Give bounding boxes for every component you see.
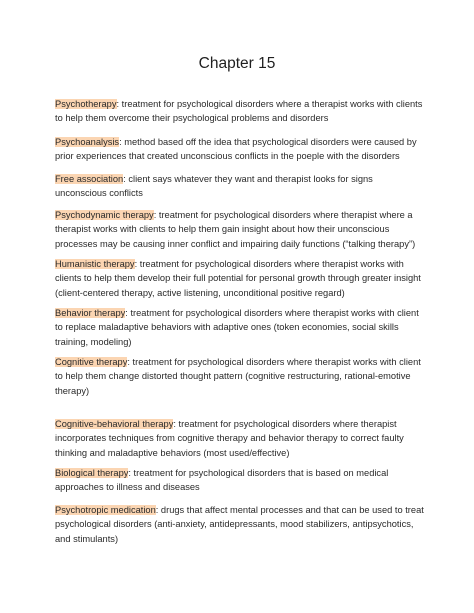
term-psychotherapy: Psychotherapy bbox=[55, 99, 117, 109]
term-free-association: Free association bbox=[55, 174, 124, 184]
definition-text: : drugs that affect mental processes and that can be used to treat psychological disorders (anti-anxiety, antidepressants, mood stabilizers, antipsychotics, and stimulants) bbox=[55, 505, 424, 544]
definition-text: : client says whatever they want and therapist looks for signs unconscious conflicts bbox=[55, 174, 373, 199]
definition-psychoanalysis bbox=[55, 135, 425, 164]
term-behavior-therapy: Behavior therapy bbox=[55, 308, 126, 318]
term-psychotropic-medication: Psychotropic medication bbox=[55, 505, 156, 515]
definition-cognitive-behavioral-therapy bbox=[55, 417, 425, 460]
definition-free-association bbox=[55, 172, 425, 201]
definition-text: : treatment for psychological disorders where therapist works with client to replace maladaptive behaviors with adaptive ones (token economies, social skills training, modeling) bbox=[55, 308, 419, 347]
definition-behavior-therapy bbox=[55, 306, 425, 349]
term-cognitive-behavioral-therapy: Cognitive-behavioral therapy bbox=[55, 419, 174, 429]
definition-text: : treatment for psychological disorders where therapist where a therapist works with clients to help them gain insight about how their unconscious processes may be causing inner conflict and impairing daily functions (“talking therapy”) bbox=[55, 210, 416, 249]
definition-biological-therapy bbox=[55, 466, 425, 495]
definition-text: : treatment for psychological disorders where therapist works with clients to help them develop their full potential for personal growth through greater insight (client-centered therapy, active listening, unconditional positive regard) bbox=[55, 259, 421, 298]
definition-text: : treatment for psychological disorders where therapist incorporates techniques from cognitive therapy and behavior therapy to correct faulty thinking and maladaptive behaviors (most used/effective) bbox=[55, 419, 404, 458]
term-humanistic-therapy: Humanistic therapy bbox=[55, 259, 135, 269]
definition-text: : treatment for psychological disorders where a therapist works with clients to help them overcome their psychological problems and disorders bbox=[55, 99, 423, 124]
definition-text: : treatment for psychological disorders where therapist works with client to help them change distorted thought pattern (cognitive restructuring, rational-emotive therapy) bbox=[55, 357, 421, 396]
term-biological-therapy: Biological therapy bbox=[55, 468, 129, 478]
definition-humanistic-therapy bbox=[55, 257, 425, 300]
term-psychoanalysis: Psychoanalysis bbox=[55, 137, 120, 147]
definition-text: : method based off the idea that psychological disorders were caused by prior experiences that created unconscious conflicts in the poeple with the disorders bbox=[55, 137, 417, 162]
page-title: Chapter 15 bbox=[198, 55, 276, 72]
definition-psychodynamic-therapy bbox=[55, 208, 425, 251]
definition-psychotropic-medication bbox=[55, 503, 425, 546]
term-psychodynamic-therapy: Psychodynamic therapy bbox=[55, 210, 154, 220]
definition-cognitive-therapy bbox=[55, 355, 425, 398]
definition-psychotherapy bbox=[55, 97, 425, 126]
term-cognitive-therapy: Cognitive therapy bbox=[55, 357, 128, 367]
definition-text: : treatment for psychological disorders that is based on medical approaches to illness and diseases bbox=[55, 468, 389, 493]
